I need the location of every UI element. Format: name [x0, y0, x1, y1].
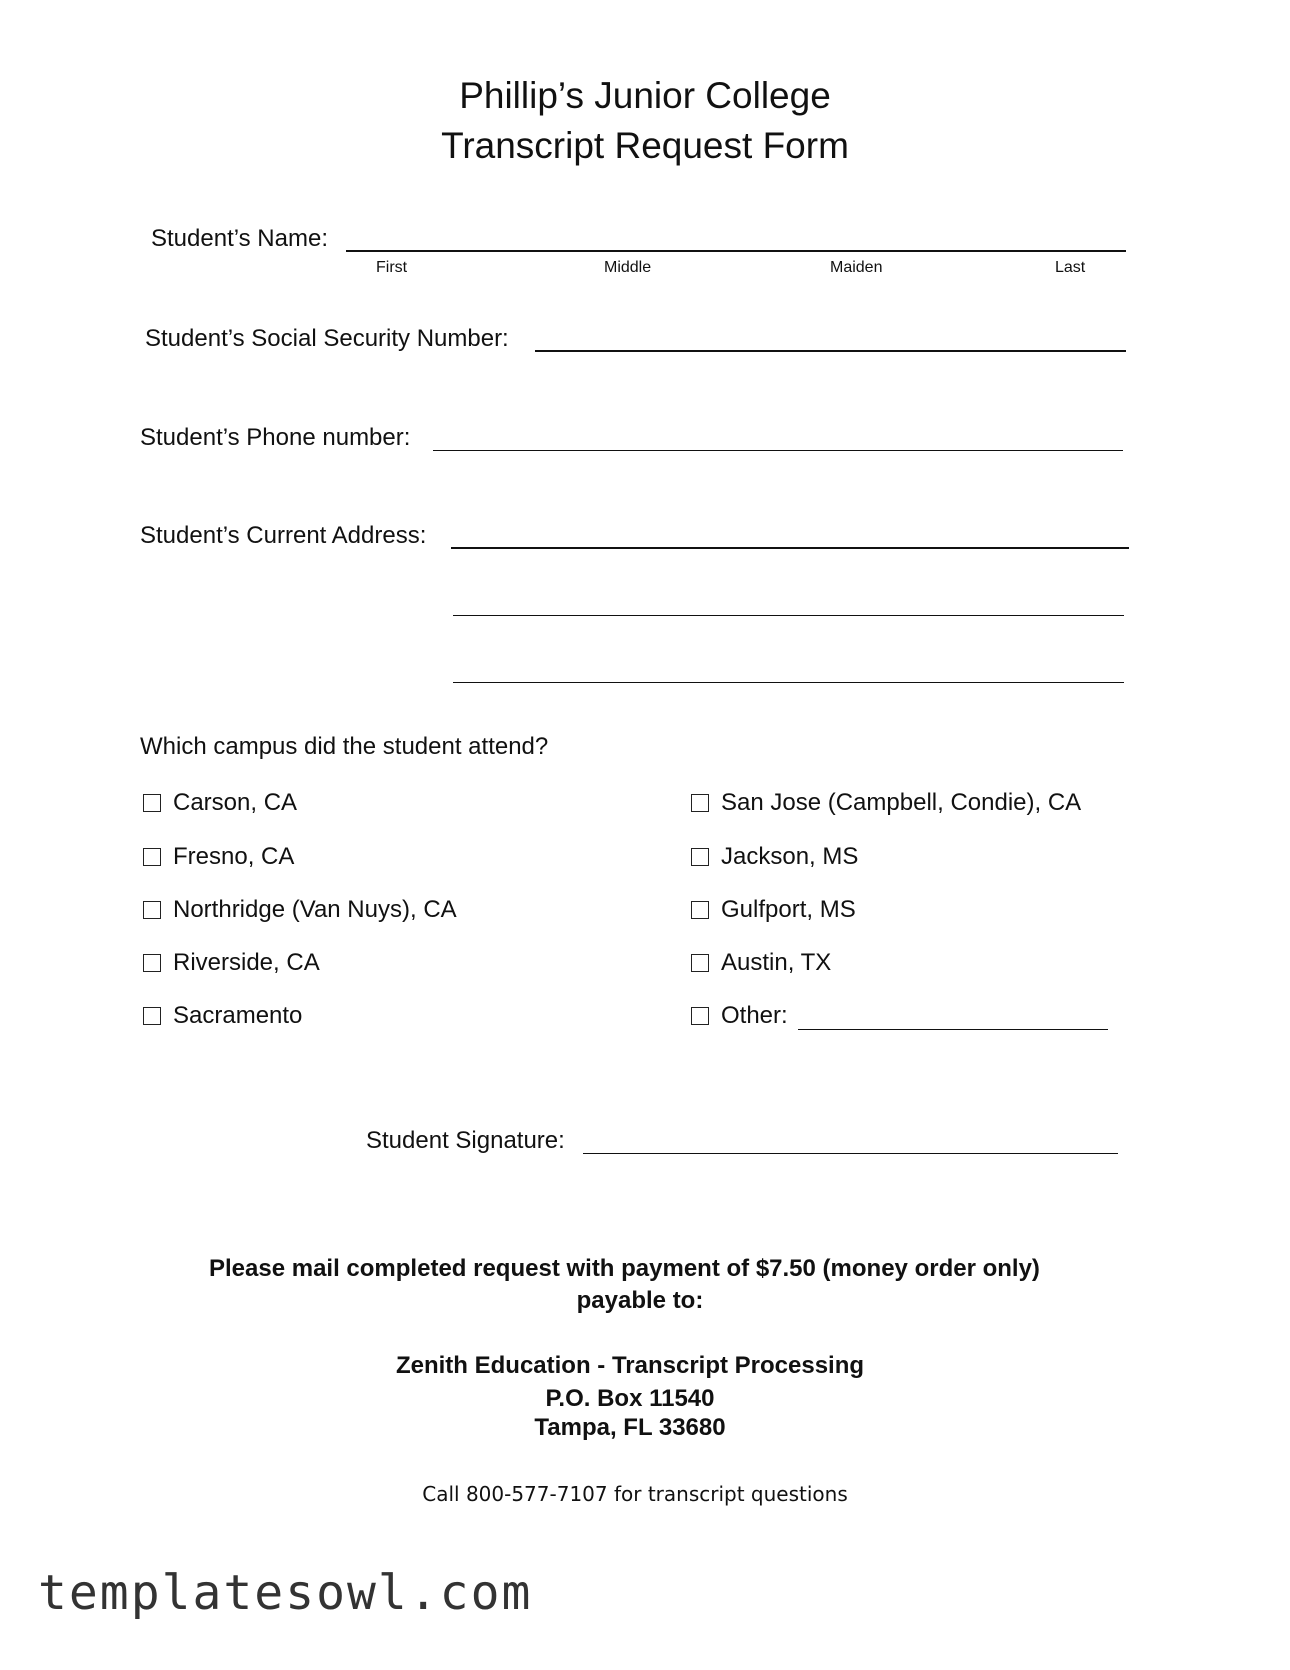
form-title-line1: Phillip’s Junior College [459, 75, 831, 116]
checkbox-icon[interactable] [143, 954, 161, 972]
name-part-middle: Middle [604, 259, 652, 276]
name-part-maiden: Maiden [830, 259, 883, 276]
checkbox-icon[interactable] [691, 1007, 709, 1025]
signature-label: Student Signature: [366, 1127, 565, 1154]
campus-option-riverside[interactable]: Riverside, CA [143, 949, 320, 977]
campus-option-sacramento[interactable]: Sacramento [143, 1002, 302, 1030]
checkbox-icon[interactable] [691, 794, 709, 812]
campus-option-san-jose[interactable]: San Jose (Campbell, Condie), CA [691, 789, 1081, 817]
name-field[interactable] [346, 250, 1126, 252]
mailing-address-line3: Tampa, FL 33680 [534, 1414, 726, 1441]
address-field-line1[interactable] [451, 547, 1129, 549]
checkbox-icon[interactable] [143, 794, 161, 812]
contact-phone-note: Call 800-577-7107 for transcript questions [422, 1482, 848, 1506]
payment-instructions-line1: Please mail completed request with payment of $7.50 (money order only) [209, 1255, 1040, 1282]
watermark: templatesowl.com [38, 1565, 533, 1621]
phone-field[interactable] [433, 450, 1123, 451]
name-part-first: First [376, 259, 408, 276]
campus-option-fresno[interactable]: Fresno, CA [143, 843, 294, 871]
campus-option-austin[interactable]: Austin, TX [691, 949, 831, 977]
name-label: Student’s Name: [151, 225, 328, 252]
checkbox-icon[interactable] [143, 848, 161, 866]
checkbox-icon[interactable] [143, 1007, 161, 1025]
mailing-address-line2: P.O. Box 11540 [545, 1385, 715, 1412]
other-campus-field[interactable] [798, 1029, 1108, 1030]
address-field-line2[interactable] [453, 615, 1124, 616]
ssn-field[interactable] [535, 350, 1126, 352]
mailing-address-line1: Zenith Education - Transcript Processing [395, 1352, 865, 1379]
phone-label: Student’s Phone number: [140, 424, 411, 451]
form-title-line2: Transcript Request Form [441, 125, 849, 166]
ssn-label: Student’s Social Security Number: [145, 325, 509, 352]
checkbox-icon[interactable] [143, 901, 161, 919]
campus-option-other[interactable]: Other: [691, 1002, 788, 1030]
checkbox-icon[interactable] [691, 901, 709, 919]
campus-question: Which campus did the student attend? [140, 733, 549, 760]
name-part-last: Last [1055, 259, 1086, 276]
campus-option-jackson[interactable]: Jackson, MS [691, 843, 858, 871]
address-label: Student’s Current Address: [140, 522, 427, 549]
campus-option-gulfport[interactable]: Gulfport, MS [691, 896, 856, 924]
campus-option-carson[interactable]: Carson, CA [143, 789, 297, 817]
address-field-line3[interactable] [453, 682, 1124, 683]
checkbox-icon[interactable] [691, 848, 709, 866]
checkbox-icon[interactable] [691, 954, 709, 972]
signature-field[interactable] [583, 1153, 1118, 1154]
campus-option-northridge[interactable]: Northridge (Van Nuys), CA [143, 896, 457, 924]
payment-instructions-line2: payable to: [576, 1287, 704, 1314]
